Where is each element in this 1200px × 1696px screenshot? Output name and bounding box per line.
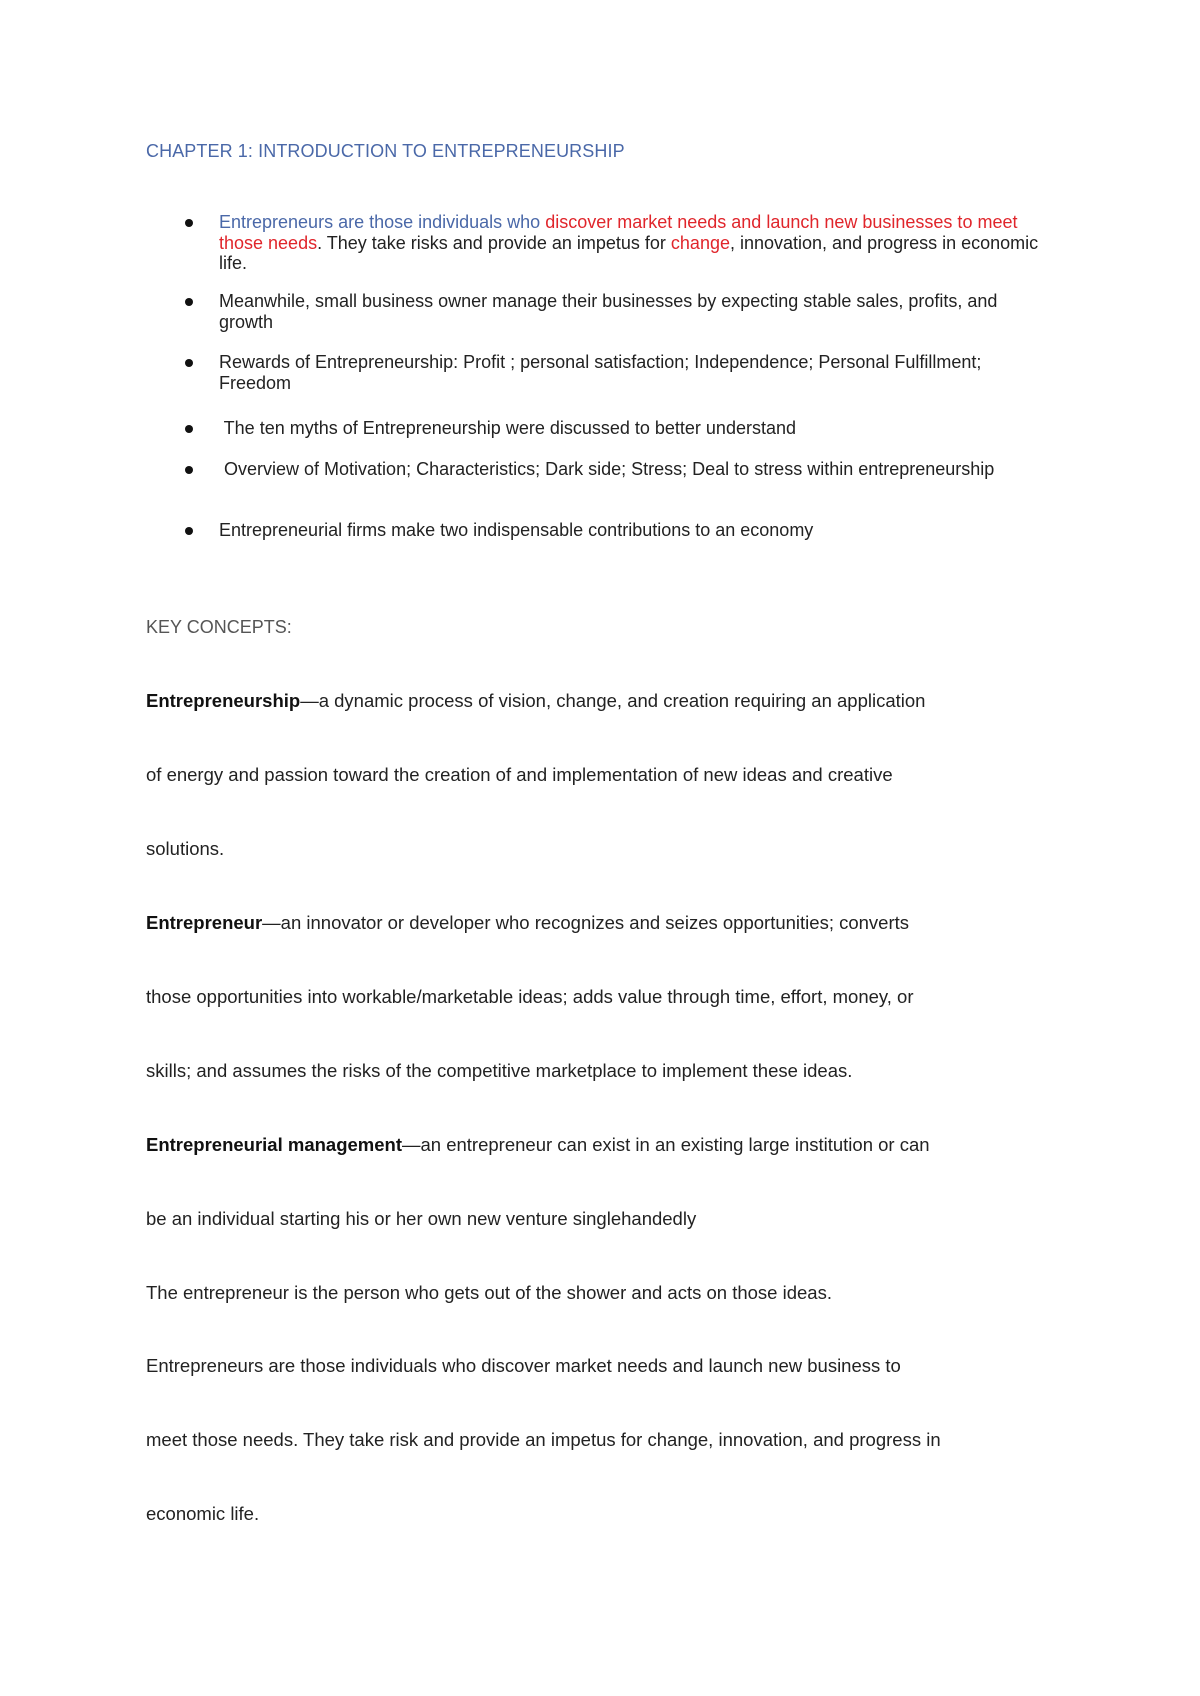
definition-management-line-2: be an individual starting his or her own new venture singlehandedly (146, 1208, 697, 1229)
key-concepts-heading: KEY CONCEPTS: (146, 617, 292, 637)
bullet-text (219, 212, 1049, 274)
bullet-text: Rewards of Entrepreneurship: Profit ; personal satisfaction; Independence; Personal Fulfillment; Freedom (219, 352, 982, 393)
chapter-title: CHAPTER 1: INTRODUCTION TO ENTREPRENEURSHIP (146, 141, 625, 161)
definition-entrepreneurship-line-2: of energy and passion toward the creation of and implementation of new ideas and creative (146, 764, 893, 785)
definition-management-line-1 (146, 1134, 930, 1156)
definition-text: —an innovator or developer who recognizes and seizes opportunities; converts (262, 912, 910, 933)
bullet-text-rest-end: , innovation, and progress in economic life. (219, 232, 1039, 273)
definition-entrepreneurship-line-3: solutions. (146, 838, 225, 859)
bullet-text: Overview of Motivation; Characteristics; Dark side; Stress; Deal to stress within entrepreneurship (219, 459, 995, 479)
bullet-dot-icon (185, 527, 193, 535)
bullet-text-blue: Entrepreneurs are those individuals who (219, 212, 546, 232)
bullet-dot-icon (185, 359, 193, 367)
term-entrepreneurial-management: Entrepreneurial management (146, 1134, 402, 1155)
bullet-dot-icon (185, 219, 193, 227)
definition-entrepreneur-line-2: those opportunities into workable/marketable ideas; adds value through time, effort, money, or (146, 986, 914, 1007)
bullet-text-red: discover market needs and launch new businesses to meet those needs (219, 212, 1018, 253)
bullet-text: Entrepreneurial firms make two indispensable contributions to an economy (219, 520, 814, 540)
paragraph-closing-line-2: meet those needs. They take risk and provide an impetus for change, innovation, and progress in (146, 1429, 941, 1450)
paragraph-closing-line-3: economic life. (146, 1503, 260, 1524)
bullet-text: The ten myths of Entrepreneurship were discussed to better understand (219, 418, 796, 438)
bullet-text-change: change (670, 232, 730, 253)
bullet-dot-icon (185, 466, 193, 474)
paragraph-closing-line-1: Entrepreneurs are those individuals who discover market needs and launch new business to (146, 1355, 901, 1376)
definition-entrepreneur-line-1 (146, 912, 909, 934)
bullet-dot-icon (185, 298, 193, 306)
definition-text: —a dynamic process of vision, change, and creation requiring an application (300, 690, 926, 711)
term-entrepreneurship: Entrepreneurship (146, 690, 301, 711)
term-entrepreneur: Entrepreneur (146, 912, 263, 933)
definition-entrepreneurship-line-1 (146, 690, 925, 712)
definition-entrepreneur-line-3: skills; and assumes the risks of the competitive marketplace to implement these ideas. (146, 1060, 853, 1081)
bullet-dot-icon (185, 425, 193, 433)
definition-text: —an entrepreneur can exist in an existing large institution or can (402, 1134, 930, 1155)
paragraph-shower: The entrepreneur is the person who gets out of the shower and acts on those ideas. (146, 1282, 832, 1303)
bullet-text: Meanwhile, small business owner manage their businesses by expecting stable sales, profits, and growth (219, 291, 998, 332)
bullet-text-rest: . They take risks and provide an impetus for (317, 232, 671, 253)
